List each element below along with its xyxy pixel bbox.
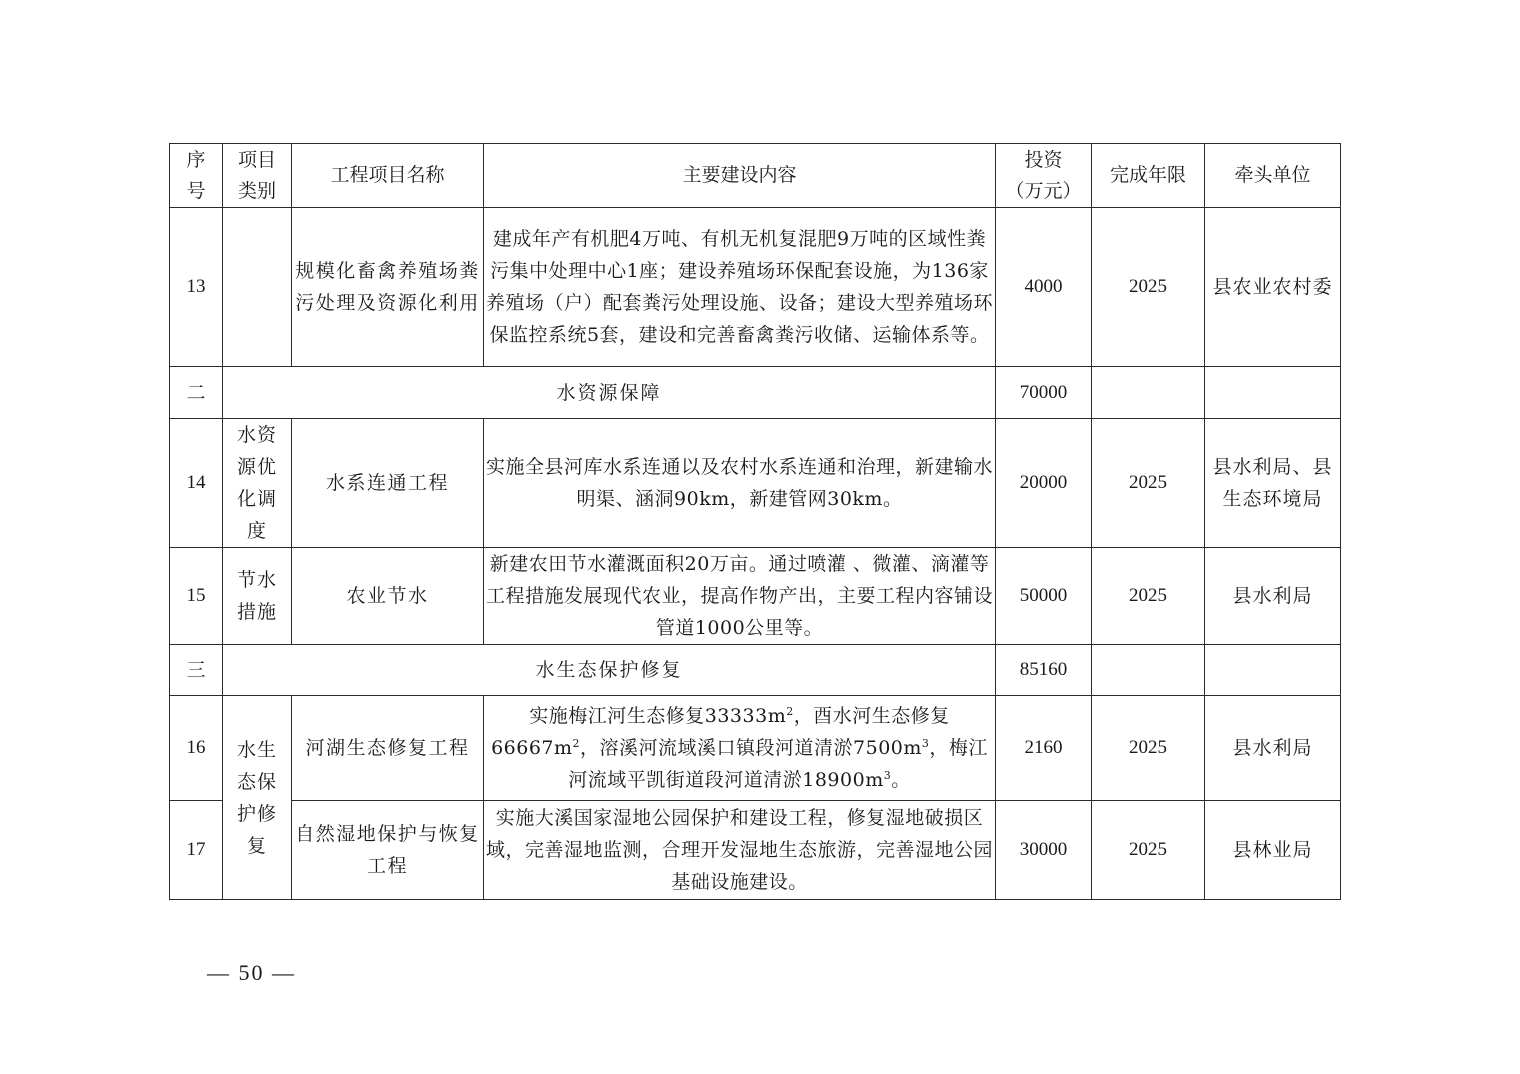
header-category: 项目类别 [223, 144, 292, 208]
page-number: — 50 — [207, 960, 296, 985]
content-part: 。 [891, 769, 911, 791]
section-no: 三 [170, 645, 223, 696]
section-title: 水生态保护修复 [223, 645, 996, 696]
row-year: 2025 [1092, 419, 1205, 548]
superscript: 2 [572, 737, 581, 750]
row-invest: 4000 [996, 208, 1092, 367]
header-content: 主要建设内容 [484, 144, 996, 208]
section-row [170, 645, 1341, 696]
row-unit: 县农业农村委 [1205, 208, 1341, 367]
row-unit: 县水利局、县生态环境局 [1205, 419, 1341, 548]
header-no: 序号 [170, 144, 223, 208]
header-invest-line1: 投资 [1024, 148, 1063, 171]
row-category: 节水措施 [223, 548, 292, 645]
row-year: 2025 [1092, 548, 1205, 645]
row-no: 17 [170, 801, 223, 900]
row-name: 规模化畜禽养殖场粪污处理及资源化利用 [292, 208, 484, 367]
row-category: 水资源优化调度 [223, 419, 292, 548]
row-content: 建成年产有机肥4万吨、有机无机复混肥9万吨的区域性粪污集中处理中心1座；建设养殖场环保配套设施，为136家养殖场（户）配套粪污处理设施、设备；建设大型养殖场环保监控系统5套，建设和完善畜禽粪污收储、运输体系等。 [484, 208, 996, 367]
row-unit: 县水利局 [1205, 696, 1341, 801]
row-no: 14 [170, 419, 223, 548]
table-row [170, 419, 1341, 548]
section-no: 二 [170, 367, 223, 419]
table-row [170, 208, 1341, 367]
row-content [484, 696, 996, 801]
content-part: ，溶溪河流域溪口镇段河道清淤7500m [580, 737, 922, 759]
row-name: 水系连通工程 [292, 419, 484, 548]
content-part: 实施梅江河生态修复33333m [529, 705, 787, 727]
row-category: 水生态保护修复 [223, 696, 292, 900]
content-part: ，酉水河生态修复66667m [491, 705, 950, 759]
superscript: 3 [921, 737, 930, 750]
row-unit: 县水利局 [1205, 548, 1341, 645]
superscript: 3 [883, 769, 892, 782]
row-invest: 30000 [996, 801, 1092, 900]
row-year: 2025 [1092, 208, 1205, 367]
row-content: 实施全县河库水系连通以及农村水系连通和治理，新建输水明渠、涵洞90km，新建管网30km。 [484, 419, 996, 548]
header-invest-line2: （万元） [1005, 179, 1082, 202]
table-row [170, 696, 1341, 801]
section-title: 水资源保障 [223, 367, 996, 419]
row-invest: 20000 [996, 419, 1092, 548]
row-no: 13 [170, 208, 223, 367]
row-content: 新建农田节水灌溉面积20万亩。通过喷灌 、微灌、滴灌等工程措施发展现代农业，提高作物产出，主要工程内容铺设管道1000公里等。 [484, 548, 996, 645]
table-row [170, 548, 1341, 645]
row-invest: 50000 [996, 548, 1092, 645]
header-invest [996, 144, 1092, 208]
row-name: 河湖生态修复工程 [292, 696, 484, 801]
header-unit: 牵头单位 [1205, 144, 1341, 208]
section-invest: 70000 [996, 367, 1092, 419]
section-row [170, 367, 1341, 419]
content-part: ，梅江河流域平凯街道段河道清淤18900m [568, 737, 988, 791]
row-name: 自然湿地保护与恢复工程 [292, 801, 484, 900]
row-unit: 县林业局 [1205, 801, 1341, 900]
project-table [169, 143, 1341, 900]
row-year: 2025 [1092, 696, 1205, 801]
table-row [170, 801, 1341, 900]
row-name: 农业节水 [292, 548, 484, 645]
row-content: 实施大溪国家湿地公园保护和建设工程，修复湿地破损区域，完善湿地监测，合理开发湿地生态旅游，完善湿地公园基础设施建设。 [484, 801, 996, 900]
row-no: 16 [170, 696, 223, 801]
header-name: 工程项目名称 [292, 144, 484, 208]
superscript: 2 [786, 705, 794, 718]
header-row [170, 144, 1341, 208]
section-invest: 85160 [996, 645, 1092, 696]
header-year: 完成年限 [1092, 144, 1205, 208]
row-no: 15 [170, 548, 223, 645]
row-year: 2025 [1092, 801, 1205, 900]
row-category [223, 208, 292, 367]
row-invest: 2160 [996, 696, 1092, 801]
